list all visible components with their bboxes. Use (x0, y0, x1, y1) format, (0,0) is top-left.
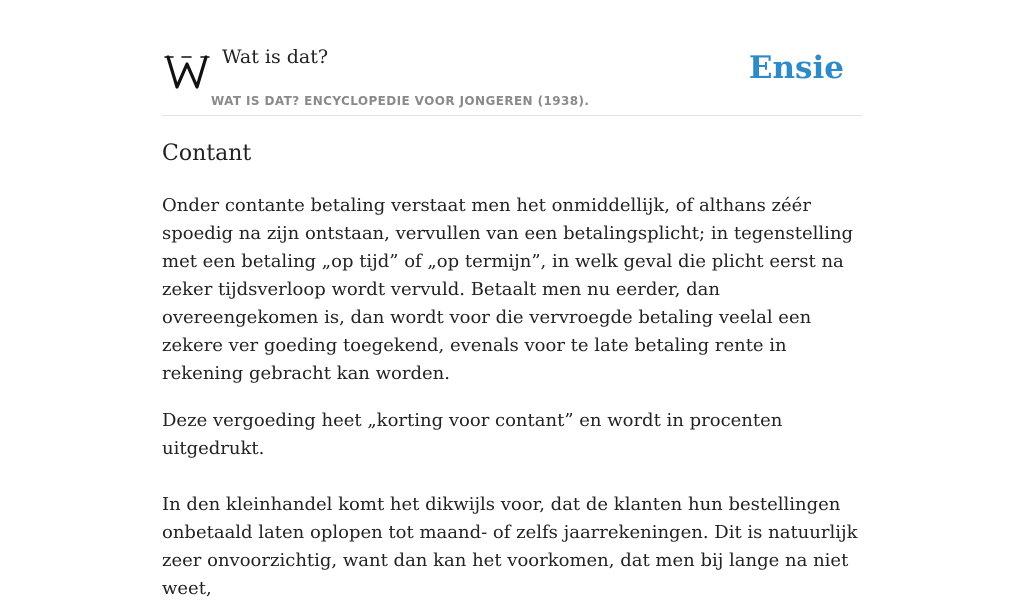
article (162, 136, 862, 603)
wikipedia-w-icon[interactable] (164, 52, 210, 92)
article-paragraph: Deze vergoeding heet „korting voor contant” en wordt in procenten uitgedrukt. (162, 410, 783, 459)
source-header (162, 38, 862, 116)
article-paragraph: Onder contante betaling verstaat men het onmiddellijk, of althans zéér spoedig na zijn ontstaan, vervullen van een betalingsplicht; in tegenstelling met een betaling „op tijd” of „op termijn”, in welk geval die plicht eerst na zeker tijdsverloop wordt vervuld. Betaalt men nu eerder, dan overeengekomen is, dan wordt voor die vervroegde betaling veelal een zekere ver goeding toegekend, evenals voor te late betaling rente in rekening gebracht kan worden. (162, 195, 854, 384)
article-title: Contant (162, 141, 252, 166)
source-title[interactable]: Wat is dat? (222, 46, 329, 68)
source-subtitle: WAT IS DAT? ENCYCLOPEDIE VOOR JONGEREN (1938). (211, 94, 590, 108)
ensie-logo-link[interactable]: Ensie (748, 50, 844, 86)
article-paragraph: In den kleinhandel komt het dikwijls voor, dat de klanten hun bestellingen onbetaald laten oplopen tot maand- of zelfs jaarrekeningen. Dit is natuurlijk zeer onvoorzichtig, want dan kan het voorkomen, dat men bij lange na niet weet, (162, 494, 858, 599)
